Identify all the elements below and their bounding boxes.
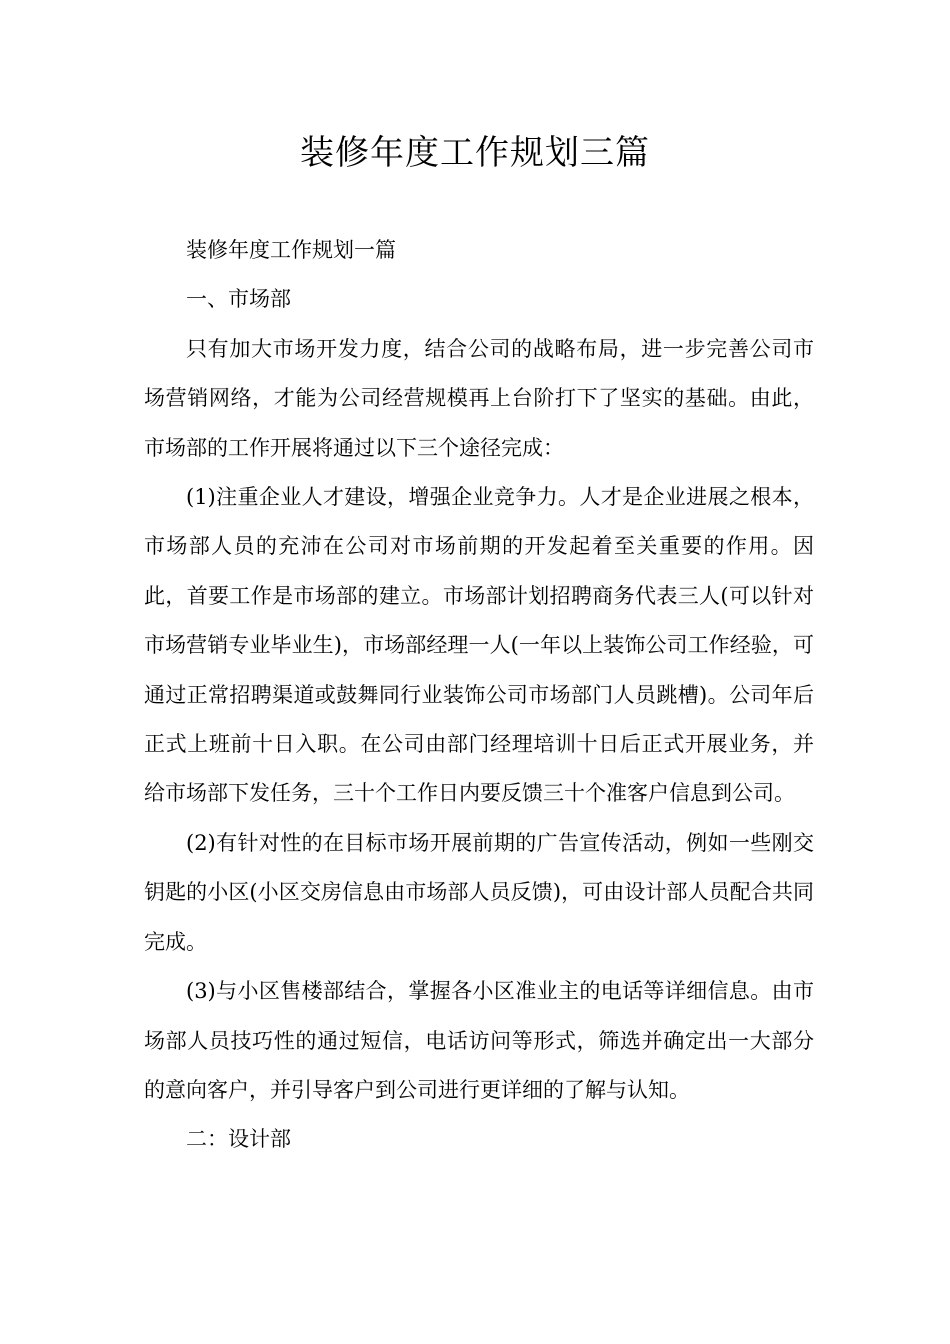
section-heading-design: 二：设计部 — [186, 1127, 291, 1152]
body-paragraph: (2)有针对性的在目标市场开展前期的广告宣传活动，例如一些刚交钥匙的小区(小区交房信息由市场部人员反馈)，可由设计部人员配合共同完成。 — [144, 830, 814, 954]
body-paragraph: 只有加大市场开发力度，结合公司的战略布局，进一步完善公司市场营销网络，才能为公司经营规模再上台阶打下了坚实的基础。由此，市场部的工作开展将通过以下三个途径完成： — [144, 336, 814, 460]
subtitle-paragraph: 装修年度工作规划一篇 — [186, 238, 396, 262]
body-paragraph: (3)与小区售楼部结合，掌握各小区准业主的电话等详细信息。由市场部人员技巧性的通过短信，电话访问等形式，筛选并确定出一大部分的意向客户，并引导客户到公司进行更详细的了解与认知。 — [144, 979, 814, 1102]
body-paragraph: (1)注重企业人才建设，增强企业竞争力。人才是企业进展之根本，市场部人员的充沛在公司对市场前期的开发起着至关重要的作用。因此，首要工作是市场部的建立。市场部计划招聘商务代表三人(可以针对市场营销专业毕业生)，市场部经理一人(一年以上装饰公司工作经验，可通过正常招聘渠道或鼓舞同行业装饰公司市场部门人员跳槽)。公司年后正式上班前十日入职。在公司由部门经理培训十日后正式开展业务，并给市场部下发任务，三十个工作日内要反馈三十个准客户信息到公司。 — [144, 485, 814, 806]
section-heading-marketing: 一、市场部 — [186, 287, 291, 312]
document-title: 装修年度工作规划三篇 — [300, 133, 650, 173]
document-body — [144, 226, 814, 1165]
